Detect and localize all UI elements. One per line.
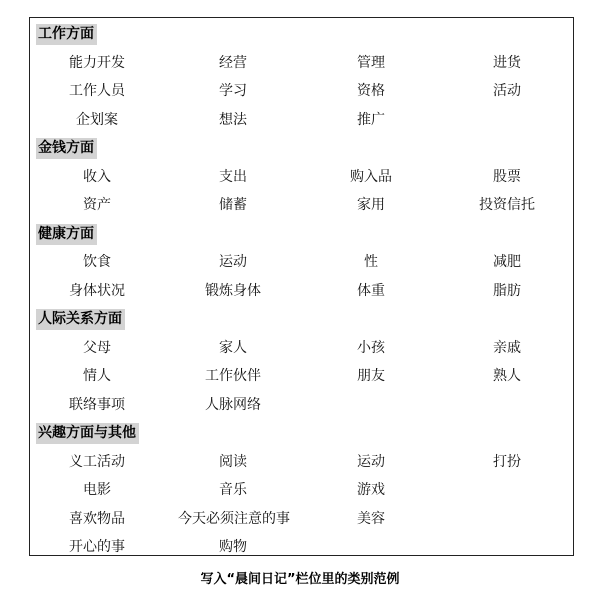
table-row — [30, 395, 573, 415]
category-item: 父母 — [83, 339, 111, 356]
category-item: 家人 — [219, 339, 247, 356]
category-item: 工作伙伴 — [205, 368, 261, 384]
category-item: 活动 — [493, 83, 521, 99]
category-item: 股票 — [493, 168, 521, 185]
table-row — [30, 281, 573, 301]
table-row — [30, 338, 573, 358]
category-item: 性 — [364, 254, 378, 270]
category-item: 资格 — [357, 83, 385, 99]
category-item: 家用 — [357, 197, 385, 213]
category-item: 开心的事 — [69, 539, 125, 555]
category-item: 进货 — [493, 54, 521, 71]
category-item: 脂肪 — [493, 282, 521, 299]
category-item: 亲戚 — [493, 339, 521, 356]
table-row — [30, 509, 573, 529]
category-item: 购入品 — [350, 168, 392, 185]
category-item: 锻炼身体 — [205, 282, 261, 299]
section-heading: 金钱方面 — [36, 138, 97, 159]
table-row — [30, 480, 573, 500]
table-row — [30, 366, 573, 386]
category-item: 经营 — [219, 54, 247, 71]
table-caption: 写入“晨间日记”栏位里的类别范例 — [200, 572, 400, 587]
category-item: 身体状况 — [69, 282, 125, 299]
category-item: 游戏 — [357, 482, 385, 498]
category-item: 工作人员 — [69, 83, 125, 99]
table-row — [30, 452, 573, 472]
category-item: 投资信托 — [479, 197, 535, 213]
category-item: 储蓄 — [219, 197, 247, 213]
table-row — [30, 537, 573, 557]
section-heading: 健康方面 — [36, 224, 97, 245]
category-item: 能力开发 — [69, 54, 125, 71]
category-item: 今天必须注意的事 — [178, 510, 290, 527]
table-row — [30, 81, 573, 101]
section-heading: 工作方面 — [36, 24, 97, 45]
category-item: 资产 — [83, 197, 111, 213]
section-heading: 兴趣方面与其他 — [36, 423, 139, 444]
category-item: 支出 — [219, 168, 247, 185]
category-item: 减肥 — [493, 254, 521, 270]
category-item: 人脉网络 — [205, 396, 261, 413]
category-table-frame — [29, 17, 574, 556]
category-item: 管理 — [357, 54, 385, 71]
category-item: 阅读 — [219, 453, 247, 470]
category-item: 运动 — [219, 254, 247, 270]
table-row — [30, 195, 573, 215]
category-item: 学习 — [219, 83, 247, 99]
table-row — [30, 252, 573, 272]
category-item: 推广 — [357, 111, 385, 128]
category-item: 打扮 — [493, 453, 521, 470]
category-item: 想法 — [219, 111, 247, 128]
category-item: 熟人 — [493, 368, 521, 384]
category-item: 购物 — [219, 539, 247, 555]
category-item: 收入 — [83, 168, 111, 185]
category-item: 义工活动 — [69, 453, 125, 470]
table-row — [30, 110, 573, 130]
category-item: 音乐 — [219, 482, 247, 498]
category-item: 体重 — [357, 282, 385, 299]
category-item: 喜欢物品 — [69, 510, 125, 527]
table-row — [30, 167, 573, 187]
category-item: 企划案 — [76, 111, 118, 128]
category-item: 运动 — [357, 453, 385, 470]
category-item: 美容 — [357, 510, 385, 527]
category-item: 朋友 — [357, 368, 385, 384]
category-item: 情人 — [83, 368, 111, 384]
category-item: 联络事项 — [69, 396, 125, 413]
category-item: 饮食 — [83, 254, 111, 270]
category-item: 电影 — [83, 482, 111, 498]
category-item: 小孩 — [357, 339, 385, 356]
table-row — [30, 53, 573, 73]
section-heading: 人际关系方面 — [36, 309, 125, 330]
